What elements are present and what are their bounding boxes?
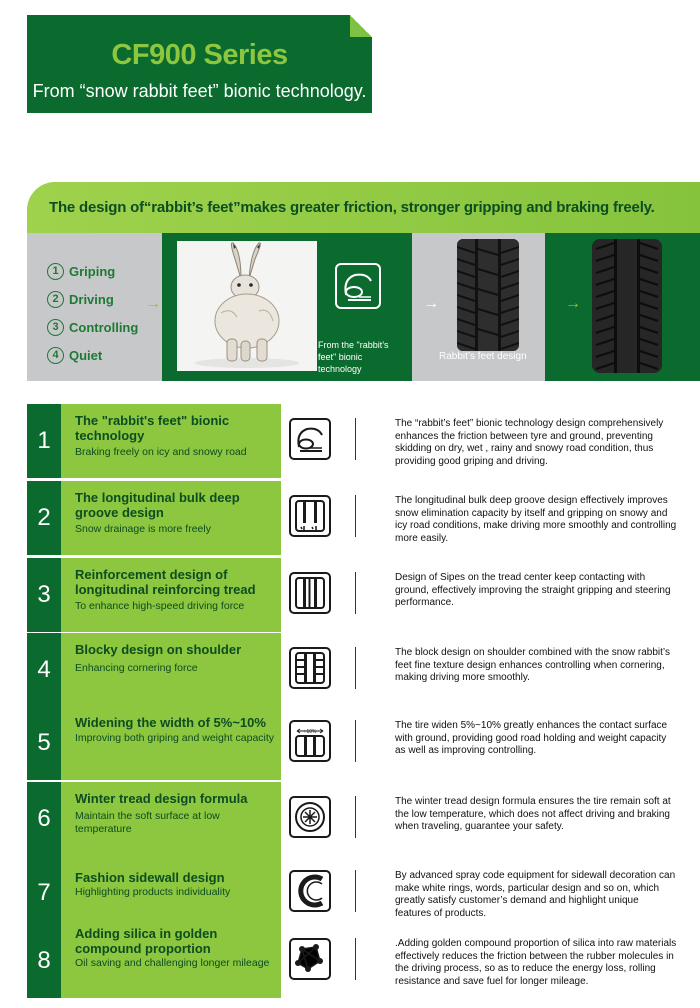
- reinforcing-tread-icon: [289, 572, 331, 614]
- row-body: By advanced spray code equipment for sidewall decoration can make white rings, words, particular design and so on, which greatly satisfy customer’s demand and highlight unique features of products.: [395, 870, 676, 919]
- feature-row: [27, 706, 682, 780]
- series-subtitle: From “snow rabbit feet” bionic technology.: [32, 81, 367, 101]
- feature-list: [47, 257, 138, 369]
- row-desc: Oil saving and challenging longer mileage: [75, 957, 270, 969]
- row-number: 1: [27, 404, 61, 478]
- width-badge: +10%: [303, 729, 317, 735]
- row-summary-panel: [61, 856, 281, 930]
- tire-image: [592, 239, 662, 373]
- row-body: The block design on shoulder combined with the snow rabbit’s feet fine texture design enhances controlling when cornering, making driving more smoothly.: [395, 647, 670, 683]
- row-number: 8: [27, 924, 61, 998]
- corner-fold: [350, 15, 372, 37]
- row-desc: Enhancing cornering force: [75, 662, 198, 674]
- feature-row: [27, 558, 682, 632]
- row-summary-panel: [61, 558, 281, 632]
- shoulder-block-icon: [289, 647, 331, 689]
- row-title: Adding silica in golden compound proportion: [75, 926, 218, 956]
- row-number: 6: [27, 782, 61, 856]
- feature-item: [47, 257, 138, 285]
- feature-row: [27, 782, 682, 856]
- row-number: 2: [27, 481, 61, 555]
- row-number: 3: [27, 558, 61, 632]
- row-body: Design of Sipes on the tread center keep contacting with ground, effectively improving the straight gripping and steering performance.: [395, 572, 671, 608]
- rabbit-feet-icon: [289, 418, 331, 460]
- row-divider: [355, 418, 356, 460]
- row-title: Widening the width of 5%~10%: [75, 715, 266, 730]
- row-number: 4: [27, 633, 61, 707]
- feature-label: Controlling: [69, 319, 139, 335]
- row-divider: [355, 938, 356, 980]
- sidewall-icon: [289, 870, 331, 912]
- feature-label: Quiet: [69, 347, 103, 363]
- feature-row: [27, 924, 682, 998]
- row-summary-panel: [61, 481, 281, 555]
- feature-row: [27, 481, 682, 555]
- feature-number: 4: [47, 347, 64, 364]
- row-desc: To enhance high-speed driving force: [75, 600, 245, 612]
- row-body: .Adding golden compound proportion of silica into raw materials effectively reduces the friction between the rubber molecules in the driving process, so as to reduce the energy loss, rolling resistance and save fuel for longer mileage.: [395, 938, 677, 987]
- row-title: Blocky design on shoulder: [75, 642, 242, 657]
- tread-pattern-image: [457, 239, 519, 351]
- feature-item: [47, 285, 138, 313]
- row-body: The “rabbit’s feet” bionic technology design comprehensively enhances the friction between tyre and ground, preventing skidding on dry, wet , rainy and snowy road condition, thus providing good griping and driving.: [395, 418, 664, 467]
- feature-label: Driving: [69, 291, 114, 307]
- row-title: The longitudinal bulk deep groove design: [75, 490, 240, 520]
- silica-molecule-icon: [289, 938, 331, 980]
- rabbit-feet-logo-icon: [335, 263, 381, 309]
- row-divider: [355, 572, 356, 614]
- series-title: CF900 Series: [111, 39, 288, 71]
- row-summary-panel: [61, 706, 281, 780]
- row-divider: [355, 647, 356, 689]
- feature-number: 3: [47, 319, 64, 336]
- arrow-icon: →: [145, 295, 161, 312]
- row-number: 5: [27, 706, 61, 780]
- row-divider: [355, 796, 356, 838]
- feature-row: [27, 633, 682, 707]
- winter-formula-icon: [289, 796, 331, 838]
- row-summary-panel: [61, 924, 281, 998]
- row-summary-panel: [61, 404, 281, 478]
- feature-item: [47, 341, 138, 369]
- slogan-band: [27, 182, 700, 234]
- row-desc: Snow drainage is more freely: [75, 523, 211, 535]
- row-title: Reinforcement design of longitudinal reinforcing tread: [75, 567, 256, 597]
- row-title: The "rabbit's feet" bionic technology: [75, 413, 230, 443]
- row-body: The longitudinal bulk deep groove design effectively improves snow elimination capacity by itself and gripping on snowy and icy road conditions, make driving more smoothly and controlling more easily.: [395, 495, 677, 544]
- deep-groove-icon: [289, 495, 331, 537]
- arrow-icon: →: [565, 295, 581, 312]
- row-desc: Braking freely on icy and snowy road: [75, 446, 247, 458]
- row-desc: Highlighting products individuality: [75, 886, 231, 898]
- row-divider: [355, 495, 356, 537]
- row-body: The winter tread design formula ensures the tire remain soft at the low temperature, which does not affect driving and braking when traveling, guarantee your safety.: [395, 796, 671, 832]
- feature-number: 2: [47, 291, 64, 308]
- feature-label: Griping: [69, 263, 116, 279]
- row-divider: [355, 720, 356, 762]
- row-summary-panel: [61, 633, 281, 707]
- feature-row: [27, 856, 682, 930]
- snow-rabbit-photo: [177, 241, 317, 371]
- row-number: 7: [27, 856, 61, 930]
- feature-strip: [27, 233, 700, 381]
- row-body: The tire widen 5%~10% greatly enhances the contact surface with ground, providing good road holding and weight capacity as well as improving controlling.: [395, 720, 668, 756]
- row-summary-panel: [61, 782, 281, 856]
- slogan-text: The design of“rabbit’s feet”makes greater friction, stronger gripping and braking freely.: [49, 199, 655, 216]
- feature-item: [47, 313, 138, 341]
- width-icon: [289, 720, 331, 762]
- feature-number: 1: [47, 263, 64, 280]
- header-banner: [27, 15, 372, 113]
- row-title: Winter tread design formula: [75, 791, 248, 806]
- logo-caption: From the "rabbit’s feet" bionic technology: [318, 340, 389, 374]
- row-title: Fashion sidewall design: [75, 870, 225, 885]
- feature-row: [27, 404, 682, 478]
- row-desc: Maintain the soft surface at low temperature: [75, 810, 220, 835]
- row-desc: Improving both griping and weight capacity: [75, 732, 275, 744]
- tread-caption: Rabbit’s feet design: [439, 351, 527, 362]
- arrow-icon: →: [423, 295, 439, 312]
- row-divider: [355, 870, 356, 912]
